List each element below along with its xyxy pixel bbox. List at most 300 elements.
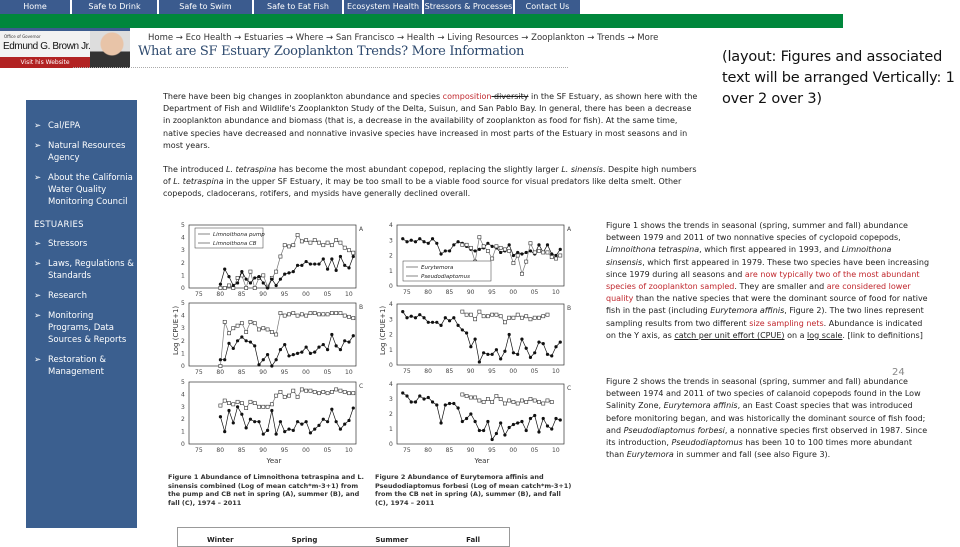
data-point <box>335 388 338 391</box>
x-tick-label: 95 <box>488 368 496 375</box>
data-point <box>322 390 325 393</box>
x-tick-label: 95 <box>488 447 496 454</box>
nav-tab-contact-us[interactable]: Contact Us <box>515 0 580 14</box>
data-point <box>491 353 494 356</box>
data-point <box>448 249 451 252</box>
data-point <box>253 286 256 289</box>
nav-tab-safe-to-drink[interactable]: Safe to Drink <box>72 0 159 14</box>
data-point <box>422 240 425 243</box>
data-point <box>465 394 468 397</box>
data-point <box>427 242 430 245</box>
data-point <box>542 402 545 405</box>
nav-tab-ecosystem-health[interactable]: Ecosystem Health <box>344 0 424 14</box>
legend-entry: Pseudodiaptomus <box>421 274 471 280</box>
data-point <box>512 423 515 426</box>
data-point <box>461 420 464 423</box>
data-point <box>227 409 230 412</box>
table-header: Winter <box>206 536 234 544</box>
x-tick-label: 05 <box>530 289 539 296</box>
data-point <box>352 251 355 254</box>
data-point <box>520 420 523 423</box>
data-point <box>219 283 222 286</box>
data-point <box>352 255 355 258</box>
data-point <box>508 333 511 336</box>
x-tick-label: 80 <box>216 447 225 454</box>
series-line <box>403 312 561 362</box>
nav-tab-stressors[interactable]: Stressors & Processes <box>424 0 515 14</box>
data-point <box>537 316 540 319</box>
data-point <box>283 343 286 346</box>
data-point <box>240 401 243 404</box>
data-point <box>405 240 408 243</box>
data-point <box>405 316 408 319</box>
data-point <box>339 241 342 244</box>
x-tick-label: 75 <box>403 289 411 296</box>
data-point <box>262 327 265 330</box>
panel-label: B <box>567 305 572 312</box>
data-point <box>279 348 282 351</box>
data-point <box>296 264 299 267</box>
nav-tab-safe-to-eat-fish[interactable]: Safe to Eat Fish <box>254 0 344 14</box>
x-axis-label: Year <box>474 457 490 465</box>
panel-label: B <box>359 304 364 311</box>
x-tick-label: 95 <box>280 369 289 376</box>
data-point <box>559 341 562 344</box>
data-point <box>249 270 252 273</box>
data-point <box>347 249 350 252</box>
arrow-icon: ➢ <box>34 173 42 183</box>
data-point <box>495 394 498 397</box>
data-point <box>253 344 256 347</box>
sidebar-item-label: Cal/EPA <box>48 121 81 131</box>
data-point <box>537 243 540 246</box>
legend-entry: Limnoithona pump <box>213 232 265 238</box>
data-point <box>305 314 308 317</box>
sidebar-item-label: Stressors <box>48 239 88 249</box>
y-tick-label: 0 <box>181 441 185 448</box>
data-point <box>512 400 515 403</box>
data-point <box>279 420 282 423</box>
x-tick-label: 95 <box>280 447 289 454</box>
data-point <box>550 354 553 357</box>
data-point <box>439 421 442 424</box>
x-tick-label: 05 <box>323 447 332 454</box>
data-point <box>300 313 303 316</box>
data-point <box>516 421 519 424</box>
data-point <box>317 346 320 349</box>
data-point <box>516 313 519 316</box>
data-point <box>427 396 430 399</box>
x-tick-label: 00 <box>509 289 518 296</box>
data-point <box>508 426 511 429</box>
data-point <box>491 438 494 441</box>
breadcrumb[interactable]: Home → Eco Health → Estuaries → Where → San Francisco → Health → Living Resources → Zooplankton → Trends → More <box>148 33 659 43</box>
data-point <box>491 257 494 260</box>
data-point <box>503 350 506 353</box>
data-point <box>465 331 468 334</box>
x-tick-label: 10 <box>345 369 353 376</box>
data-point <box>486 353 489 356</box>
data-point <box>499 251 502 254</box>
data-point <box>326 420 329 423</box>
data-point <box>317 262 320 265</box>
series-line <box>220 313 353 366</box>
y-tick-label: 2 <box>389 331 393 339</box>
data-point <box>529 318 532 321</box>
x-tick-label: 75 <box>195 369 203 376</box>
data-point <box>275 270 278 273</box>
data-point <box>452 402 455 405</box>
data-point <box>546 243 549 246</box>
nav-tab-safe-to-swim[interactable]: Safe to Swim <box>159 0 254 14</box>
data-point <box>270 278 273 281</box>
data-point <box>322 313 325 316</box>
data-point <box>414 316 417 319</box>
y-tick-label: 4 <box>389 222 393 229</box>
arrow-icon: ➢ <box>34 239 42 249</box>
data-point <box>499 315 502 318</box>
data-point <box>508 399 511 402</box>
data-point <box>283 395 286 398</box>
x-tick-label: 95 <box>280 291 289 298</box>
data-point <box>410 315 413 318</box>
data-point <box>339 255 342 258</box>
data-point <box>537 249 540 252</box>
data-point <box>317 313 320 316</box>
data-point <box>435 403 438 406</box>
data-point <box>546 251 549 254</box>
data-point <box>546 353 549 356</box>
data-point <box>279 278 282 281</box>
x-tick-label: 85 <box>237 447 246 454</box>
figure2-description: Figure 2 shows the trends in seasonal (spring, summer and fall) abundance between 1974 and 2011 of two species of calanoid copepods found in the Low Salinity Zone, Eurytemora affinis, an East Coast species that was introduced before monitoring began, and was historically the dominant source of fish food; and Pseudodiaptomus forbesi, a nonnative species first observed in 1987. Since its introduction, Pseudodiaptomus has been 10 to 100 times more abundant than Eurytemora in summer and fall (see also Figure 3). <box>606 377 928 460</box>
data-point <box>478 248 481 251</box>
data-point <box>414 400 417 403</box>
data-point <box>309 431 312 434</box>
data-point <box>253 420 256 423</box>
x-tick-label: 85 <box>237 291 246 298</box>
data-point <box>554 254 557 257</box>
data-point <box>352 406 355 409</box>
data-point <box>422 316 425 319</box>
data-point <box>461 243 464 246</box>
data-point <box>326 348 329 351</box>
data-point <box>482 245 485 248</box>
data-point <box>444 316 447 319</box>
data-point <box>262 432 265 435</box>
data-point <box>313 428 316 431</box>
data-point <box>352 334 355 337</box>
data-point <box>262 405 265 408</box>
y-tick-label: 5 <box>181 379 185 386</box>
y-tick-label: 0 <box>389 283 393 290</box>
data-point <box>418 313 421 316</box>
data-point <box>227 284 230 287</box>
data-point <box>317 392 320 395</box>
sidebar-item-label: Restoration & Management <box>48 355 107 377</box>
layout-note: (layout: Figures and associated text will be arranged Vertically: 1 over 2 over 3) <box>722 49 955 107</box>
data-point <box>343 314 346 317</box>
data-point <box>542 417 545 420</box>
data-point <box>469 396 472 399</box>
data-point <box>405 394 408 397</box>
data-point <box>287 428 290 431</box>
data-point <box>486 242 489 245</box>
data-point <box>236 324 239 327</box>
logo-name: Edmund G. Brown Jr. <box>3 41 91 52</box>
data-point <box>550 400 553 403</box>
data-point <box>537 341 540 344</box>
data-point <box>499 357 502 360</box>
data-point <box>279 311 282 314</box>
data-point <box>512 316 515 319</box>
x-tick-label: 90 <box>466 289 475 296</box>
data-point <box>262 281 265 284</box>
visit-website-button[interactable]: Visit his Website <box>0 57 90 68</box>
data-point <box>287 245 290 248</box>
data-point <box>275 394 278 397</box>
data-point <box>474 396 477 399</box>
data-point <box>322 343 325 346</box>
data-point <box>431 321 434 324</box>
data-point <box>401 237 404 240</box>
data-point <box>335 311 338 314</box>
data-point <box>486 397 489 400</box>
data-point <box>322 418 325 421</box>
data-point <box>292 389 295 392</box>
data-point <box>219 358 222 361</box>
data-point <box>499 397 502 400</box>
sidebar-item-label: Natural Resources Agency <box>48 141 126 163</box>
data-point <box>279 255 282 258</box>
x-tick-label: 95 <box>488 289 496 296</box>
y-tick-label: 3 <box>389 237 393 245</box>
data-point <box>456 406 459 409</box>
data-point <box>503 248 506 251</box>
data-point <box>542 251 545 254</box>
data-point <box>508 249 511 252</box>
figure2-caption: Figure 2 Abundance of Eurytemora affinis and Pseudodiaptomus forbesi (Log of mean catch*m-3+1) from the CB net in spring (A), summer (B), and fall (C), 1974 – 2011 <box>375 473 572 507</box>
x-tick-label: 75 <box>195 291 203 298</box>
data-point <box>236 405 239 408</box>
data-point <box>330 257 333 260</box>
data-point <box>512 262 515 265</box>
data-point <box>554 257 557 260</box>
data-point <box>495 348 498 351</box>
y-tick-label: 2 <box>181 259 185 267</box>
x-tick-label: 05 <box>323 369 332 376</box>
data-point <box>339 389 342 392</box>
data-point <box>550 427 553 430</box>
data-point <box>287 271 290 274</box>
data-point <box>520 316 523 319</box>
y-tick-label: 4 <box>181 312 185 320</box>
data-point <box>495 313 498 316</box>
data-point <box>529 249 532 252</box>
plot-frame <box>397 384 564 444</box>
data-point <box>292 311 295 314</box>
y-tick-label: 0 <box>181 285 185 292</box>
data-point <box>309 262 312 265</box>
data-point <box>219 364 222 367</box>
data-point <box>223 430 226 433</box>
data-point <box>309 311 312 314</box>
data-point <box>257 328 260 331</box>
y-tick-label: 3 <box>389 396 393 403</box>
y-tick-label: 1 <box>181 428 185 436</box>
y-tick-label: 3 <box>181 325 185 333</box>
data-point <box>469 345 472 348</box>
data-point <box>257 363 260 366</box>
data-point <box>554 345 557 348</box>
cpue-link[interactable]: catch per unit effort (CPUE) <box>674 330 785 340</box>
data-point <box>410 239 413 242</box>
data-point <box>296 420 299 423</box>
data-point <box>330 390 333 393</box>
data-point <box>245 286 248 289</box>
data-point <box>343 423 346 426</box>
data-point <box>546 399 549 402</box>
data-point <box>347 340 350 343</box>
data-point <box>232 403 235 406</box>
x-tick-label: 10 <box>345 291 353 298</box>
data-point <box>347 315 350 318</box>
data-point <box>245 330 248 333</box>
data-point <box>533 399 536 402</box>
data-point <box>223 358 226 361</box>
arrow-icon: ➢ <box>34 121 42 131</box>
data-point <box>270 409 273 412</box>
data-point <box>335 420 338 423</box>
data-point <box>525 347 528 350</box>
data-point <box>240 270 243 273</box>
data-point <box>435 242 438 245</box>
data-point <box>253 401 256 404</box>
x-axis-label: Year <box>266 457 282 465</box>
data-point <box>249 320 252 323</box>
data-point <box>262 358 265 361</box>
data-point <box>262 274 265 277</box>
data-point <box>465 243 468 246</box>
data-point <box>431 237 434 240</box>
data-point <box>474 318 477 321</box>
data-point <box>512 351 515 354</box>
data-point <box>559 254 562 257</box>
y-tick-label: 5 <box>181 300 185 307</box>
data-point <box>305 389 308 392</box>
data-point <box>520 252 523 255</box>
data-point <box>275 284 278 287</box>
data-point <box>339 311 342 314</box>
data-point <box>300 240 303 243</box>
data-point <box>317 424 320 427</box>
x-tick-label: 80 <box>424 447 432 454</box>
data-point <box>533 251 536 254</box>
x-tick-label: 05 <box>530 447 539 454</box>
data-point <box>529 397 532 400</box>
arrow-icon: ➢ <box>34 311 42 321</box>
data-point <box>343 264 346 267</box>
data-point <box>482 315 485 318</box>
y-tick-label: 5 <box>181 222 185 229</box>
data-point <box>418 237 421 240</box>
data-point <box>266 405 269 408</box>
data-point <box>520 399 523 402</box>
data-point <box>283 314 286 317</box>
data-point <box>491 245 494 248</box>
data-point <box>330 244 333 247</box>
data-point <box>257 420 260 423</box>
x-tick-label: 85 <box>445 368 454 375</box>
y-tick-label: 1 <box>389 346 393 354</box>
data-point <box>478 360 481 363</box>
data-point <box>347 266 350 269</box>
data-point <box>292 244 295 247</box>
data-point <box>529 417 532 420</box>
arrow-icon: ➢ <box>34 141 42 151</box>
y-tick-label: 4 <box>181 391 185 399</box>
x-tick-label: 00 <box>509 368 518 375</box>
data-point <box>435 321 438 324</box>
data-point <box>482 351 485 354</box>
panel-label: C <box>567 385 572 392</box>
data-point <box>422 397 425 400</box>
data-point <box>461 328 464 331</box>
data-point <box>339 348 342 351</box>
x-tick-label: 90 <box>259 447 267 454</box>
log-scale-link[interactable]: log scale <box>807 330 843 340</box>
data-point <box>343 390 346 393</box>
data-point <box>275 358 278 361</box>
data-point <box>313 351 316 354</box>
data-point <box>478 429 481 432</box>
data-point <box>347 392 350 395</box>
data-point <box>533 316 536 319</box>
data-point <box>326 313 329 316</box>
arrow-icon: ➢ <box>34 259 42 269</box>
data-point <box>520 337 523 340</box>
sidebar-item-label: Monitoring Programs, Data Sources & Reports <box>48 311 127 345</box>
data-point <box>516 251 519 254</box>
series-line <box>220 407 353 434</box>
data-point <box>448 319 451 322</box>
data-point <box>474 337 477 340</box>
x-tick-label: 05 <box>530 368 539 375</box>
data-point <box>330 311 333 314</box>
data-point <box>270 403 273 406</box>
x-tick-label: 90 <box>259 291 267 298</box>
data-point <box>474 420 477 423</box>
data-point <box>266 328 269 331</box>
data-point <box>339 428 342 431</box>
data-point <box>559 248 562 251</box>
data-point <box>249 340 252 343</box>
x-tick-label: 90 <box>259 369 267 376</box>
data-point <box>313 262 316 265</box>
data-point <box>418 394 421 397</box>
data-point <box>257 275 260 278</box>
nav-tab-home[interactable]: Home <box>0 0 72 14</box>
data-point <box>223 399 226 402</box>
data-point <box>439 324 442 327</box>
data-point <box>486 249 489 252</box>
data-point <box>326 392 329 395</box>
arrow-icon: ➢ <box>34 291 42 301</box>
data-point <box>309 389 312 392</box>
data-point <box>330 333 333 336</box>
x-tick-label: 00 <box>302 447 310 454</box>
sidebar-item-label: About the California Water Quality Monitoring Council <box>48 173 133 207</box>
